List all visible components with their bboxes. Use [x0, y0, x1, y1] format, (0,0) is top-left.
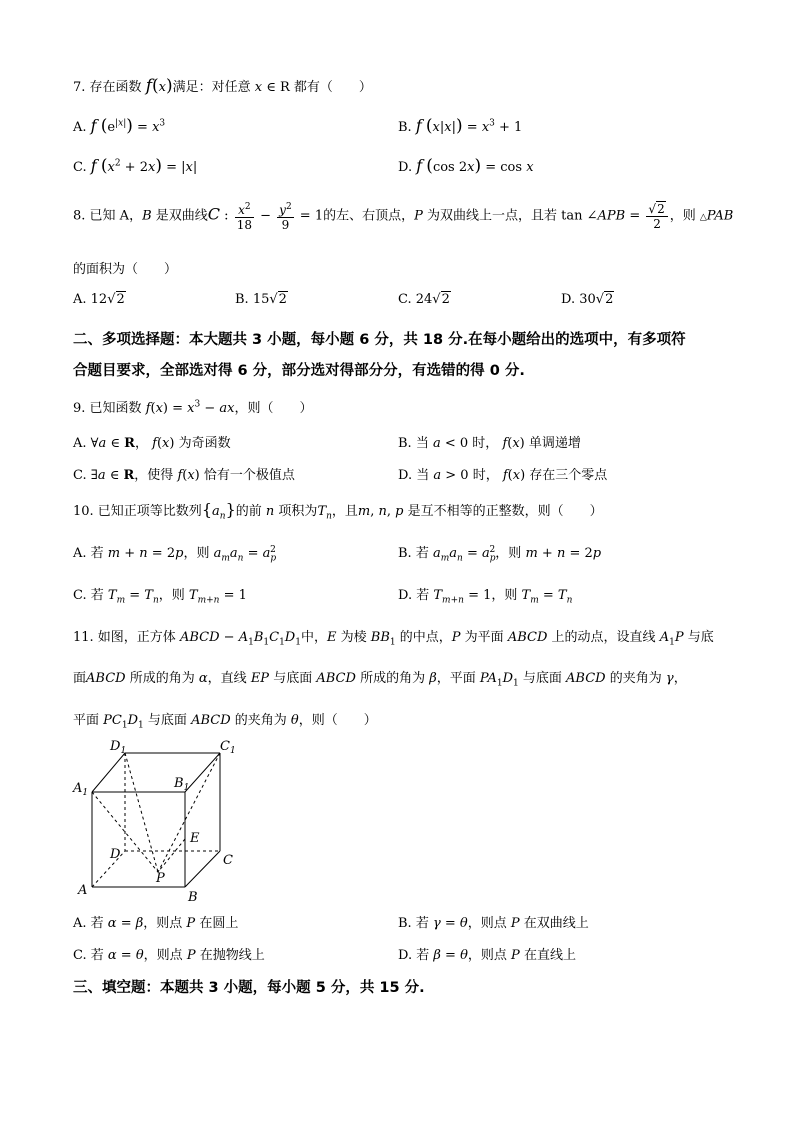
q11-option-a: A. 若 α = β，则点 P 在圆上 [73, 916, 239, 931]
label-b1: $B_1$ [174, 776, 190, 793]
q10-option-b: B. 若 $a_ma_n = a_p^2$，则 m + n = 2p [398, 544, 602, 564]
q10-stem: 10. 已知正项等比数列$\{a_n\}$的前 n 项积为$T_n$，且m, n, p 是互不相等的正整数，则（ ） [73, 500, 603, 522]
q10-option-c: C. 若 $T_m = T_n$，则 $T_{m+n} = 1$ [73, 588, 247, 606]
edge-b-c [185, 851, 220, 887]
label-d: D [110, 847, 121, 862]
label-a: A [78, 883, 88, 898]
section2-heading-line1: 二、多项选择题：本大题共 3 小题，每小题 6 分，共 18 分.在每小题给出的选项中，有多项符 [73, 332, 686, 348]
q10-option-d: D. 若 $T_{m+n} = 1$，则 $T_m = T_n$ [398, 588, 573, 606]
label-c1: $C_1$ [220, 739, 236, 756]
q9-option-c: C. ∃a ∈ R，使得 f(x) 恰有一个极值点 [73, 468, 295, 483]
q8-option-d: D. 30√2 [561, 292, 614, 307]
q11-option-c: C. 若 α = θ，则点 P 在抛物线上 [73, 948, 265, 963]
q11-line2: 面ABCD 所成的角为 α，直线 EP 与底面 ABCD 所成的角为 β，平面 $PA_1D_1$ 与底面 ABCD 的夹角为 γ， [73, 671, 687, 689]
q10-option-a: A. 若 m + n = 2p，则 $a_ma_n = a_p^2$ [73, 544, 277, 564]
q7-option-c: C. f $(x^2 + 2x) = |x|$ [73, 156, 198, 176]
label-p: P [156, 871, 165, 886]
cube-figure [70, 736, 250, 906]
label-a1: $A_1$ [73, 781, 89, 798]
label-b: B [188, 890, 198, 905]
q8-stem: 8. 已知 A，B 是双曲线C : $\frac{x^2}{18}$ − $\frac{y^2}{9}$ = 1的左、右顶点，P 为双曲线上一点，且若 tan ∠APB = $\frac{√2}{2}$ ，则 △PAB [73, 201, 734, 232]
q7-option-a: A. f $(e^{|x|}) = x^3$ [73, 116, 166, 136]
section3-heading: 三、填空题：本题共 3 小题，每小题 5 分，共 15 分. [73, 980, 425, 996]
line-c1-p [158, 753, 220, 872]
q9-option-b: B. 当 a < 0 时， f(x) 单调递增 [398, 436, 581, 451]
label-c: C [223, 853, 233, 868]
section2-heading-line2: 合题目要求，全部选对得 6 分，部分选对得部分分，有选错的得 0 分. [73, 363, 525, 379]
q11-option-b: B. 若 γ = θ，则点 P 在双曲线上 [398, 916, 589, 931]
q11-line3: 平面 $PC_1D_1$ 与底面 ABCD 的夹角为 θ，则（ ） [73, 713, 377, 731]
q8-stem-tail: 的面积为（ ） [73, 262, 178, 277]
q11-line1: 11. 如图，正方体 ABCD − $A_1B_1C_1D_1$中，E 为棱 $BB_1$ 的中点，P 为平面 ABCD 上的动点，设直线 $A_1P$ 与底 [73, 630, 714, 648]
q11-option-d: D. 若 β = θ，则点 P 在直线上 [398, 948, 576, 963]
q8-option-a: A. 12√2 [73, 292, 125, 307]
q7-stem: 7. 存在函数 f(x)满足：对任意 x ∈ R 都有（ ） [73, 76, 372, 96]
label-e: E [190, 831, 200, 846]
q8-option-b: B. 15√2 [235, 292, 287, 307]
line-e-p [158, 839, 185, 872]
q9-stem: 9. 已知函数 $f(x) = x^3$ − ax，则（ ） [73, 399, 313, 416]
q7-option-d: D. f (cos 2x) = cos x [398, 156, 534, 176]
q7-option-b: B. f $(x|x|) = x^3 + 1$ [398, 116, 523, 136]
edge-a1-d1 [92, 753, 125, 792]
label-d1: $D_1$ [110, 739, 127, 756]
line-d1-p [125, 753, 158, 872]
q9-option-d: D. 当 a > 0 时， f(x) 存在三个零点 [398, 468, 608, 483]
q9-option-a: A. ∀a ∈ R， f(x) 为奇函数 [73, 436, 231, 451]
q8-option-c: C. 24√2 [398, 292, 450, 307]
